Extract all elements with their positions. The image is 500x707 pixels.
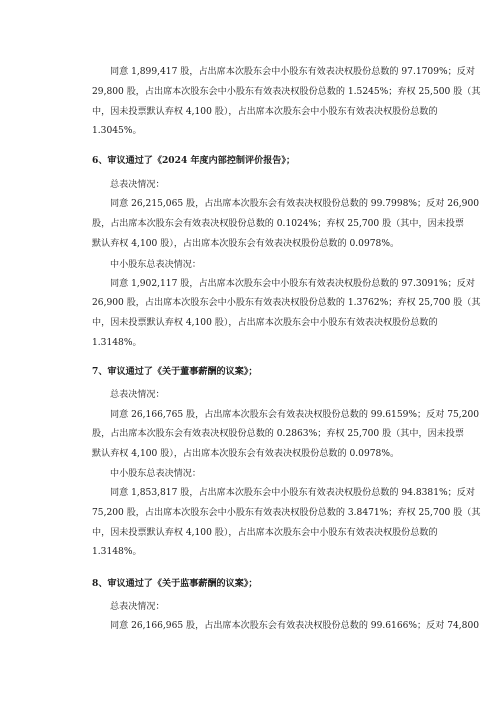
minor-vote-label: 中小股东总表决情况： [110, 260, 201, 270]
paragraph-line: 同意 1,902,117 股，占出席本次股东会中小股东有效表决权股份总数的 97.3091%；反对 [110, 279, 475, 289]
minor-vote-label: 中小股东总表决情况： [110, 469, 201, 479]
paragraph-line: 同意 1,853,817 股，占出席本次股东会中小股东有效表决权股份总数的 94.8381%；反对 [110, 488, 475, 498]
paragraph-line: 1.3148%。 [92, 338, 142, 348]
section-heading-7: 7、审议通过了《关于董事薪酬的议案》； [92, 366, 258, 377]
paragraph-line: 26,900 股，占出席本次股东会中小股东有效表决权股份总数的 1.3762%；弃权 25,700 股（其 [92, 298, 481, 308]
paragraph-line: 股，占出席本次股东会有效表决权股份总数的 0.1024%；弃权 25,700 股（其中，因未投票 [92, 219, 464, 229]
paragraph-line: 中，因未投票默认弃权 4,100 股），占出席本次股东会中小股东有效表决权股份总数的 [92, 107, 438, 117]
paragraph-line: 同意 26,166,765 股，占出席本次股东会有效表决权股份总数的 99.6159%；反对 75,200 [110, 410, 480, 420]
total-vote-label: 总表决情况： [110, 602, 165, 612]
paragraph-line: 默认弃权 4,100 股），占出席本次股东会有效表决权股份总数的 0.0978%。 [92, 449, 400, 459]
paragraph-line: 1.3148%。 [92, 547, 142, 557]
paragraph-line: 默认弃权 4,100 股），占出席本次股东会有效表决权股份总数的 0.0978%。 [92, 239, 400, 249]
paragraph-line: 同意 1,899,417 股，占出席本次股东会中小股东有效表决权股份总数的 97.1709%；反对 [110, 67, 475, 77]
paragraph-line: 中，因未投票默认弃权 4,100 股），占出席本次股东会中小股东有效表决权股份总数的 [92, 528, 438, 538]
section-heading-6: 6、审议通过了《2024 年度内部控制评价报告》； [92, 155, 296, 166]
paragraph-line: 中，因未投票默认弃权 4,100 股），占出席本次股东会中小股东有效表决权股份总数的 [92, 318, 438, 328]
section-heading-8: 8、审议通过了《关于监事薪酬的议案》； [92, 578, 258, 589]
paragraph-line: 同意 26,215,065 股，占出席本次股东会有效表决权股份总数的 99.7998%；反对 26,900 [110, 199, 480, 209]
paragraph-line: 同意 26,166,965 股，占出席本次股东会有效表决权股份总数的 99.6166%；反对 74,800 [110, 621, 480, 631]
paragraph-line: 29,800 股，占出席本次股东会中小股东有效表决权股份总数的 1.5245%；弃权 25,500 股（其 [92, 87, 481, 97]
paragraph-line: 75,200 股，占出席本次股东会中小股东有效表决权股份总数的 3.8471%；弃权 25,700 股（其 [92, 508, 481, 518]
total-vote-label: 总表决情况： [110, 390, 165, 400]
paragraph-line: 股，占出席本次股东会有效表决权股份总数的 0.2863%；弃权 25,700 股（其中，因未投票 [92, 429, 464, 439]
total-vote-label: 总表决情况： [110, 180, 165, 190]
paragraph-line: 1.3045%。 [92, 126, 142, 136]
